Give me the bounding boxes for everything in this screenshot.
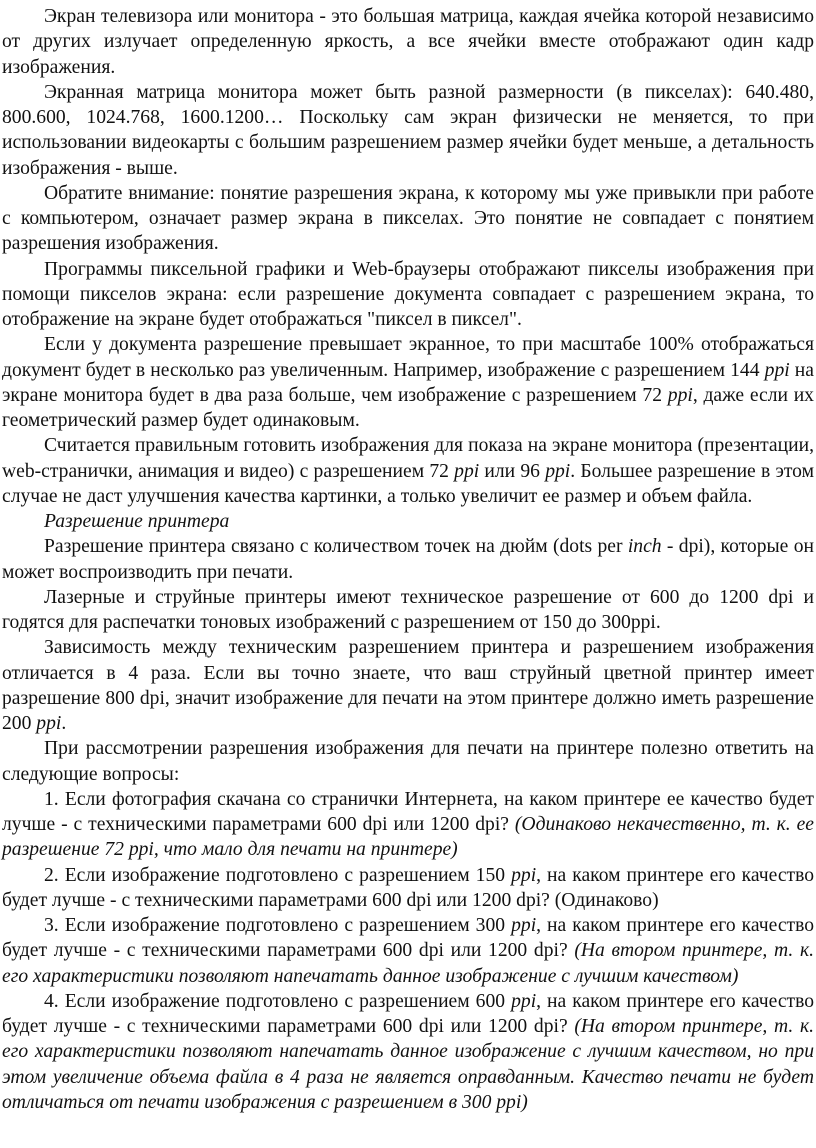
text-run: Экран телевизора или монитора - это большая матрица, каждая ячейка которой независимо от других излучает определенную яркость, а все ячейки вместе отображают один кадр изображения. (2, 6, 814, 78)
text-run: 2. Если изображение подготовлено с разрешением 150 (44, 864, 512, 886)
text-run: Если у документа разрешение превышает экранное, то при масштабе 100% отображаться документ будет в несколько раз увеличенным. Например, изображение с разрешением 144 (2, 334, 814, 381)
text-run: Обратите внимание: понятие разрешения экрана, к которому мы уже привыкли при работе с компьютером, означает размер экрана в пикселах. Это понятие не совпадает с понятием разрешения изображения. (2, 182, 814, 255)
italic-text: ppi (36, 713, 62, 734)
text-run: или 96 (479, 460, 546, 482)
text-run: При рассмотрении разрешения изображения для печати на принтере полезно ответить на следующие вопросы: (2, 738, 814, 785)
text-run: 4. Если изображение подготовлено с разрешением 600 (44, 990, 512, 1012)
text-run: Зависимость между техническим разрешением принтера и разрешением изображения отличается в 4 раза. Если вы точно знаете, что ваш струйный цветной принтер имеет разрешение 800 dpi, значит изображение для печати на этом принтере должно иметь разрешение 200 (2, 637, 814, 734)
text-run: - dpi), которые он может воспроизводить при печати. (2, 536, 814, 583)
italic-text: (На втором принтере, т. к. его характеристики позволяют напечатать данное изображение с лучшим качеством, но при этом увеличение объема файла в 4 раза не является оправданным. Качество печати не будет отличаться от печати изображения с разрешением в 300 ppi) (2, 1016, 815, 1113)
text-run: 3. Если изображение подготовлено с разрешением 300 (44, 915, 512, 936)
italic-text: ppi (511, 864, 537, 886)
paragraph (2, 534, 814, 585)
paragraph (2, 433, 814, 509)
paragraph (2, 585, 814, 636)
italic-text: inch (627, 536, 662, 558)
text-run: Разрешение принтера связано с количеством точек на дюйм (dots per (44, 536, 628, 558)
paragraph (2, 4, 814, 80)
text-run: Экранная матрица монитора может быть разной размерности (в пикселах): 640.480, 800.600, 1024.768, 1600.1200… Поскольку сам экран физически не меняется, то при использовании видеокарты с большим разрешением размер ячейки будет меньше, а детальность изображения - выше. (2, 81, 814, 179)
paragraph (2, 736, 814, 787)
text-run: , на каком принтере его качество будет лучше - с техническими параметрами 600 dpi или 1200 dpi? (Одинаково) (2, 864, 814, 911)
text-run: 1. Если фотография скачана со странички Интернета, на каком принтере ее качество будет лучше - с техническими параметрами 600 dpi или 1200 dpi? (2, 788, 814, 835)
section-heading (2, 509, 814, 534)
text-run: , на каком принтере его качество будет лучше - с техническими параметрами 600 dpi или 1200 dpi? (2, 915, 814, 962)
text-run: Считается правильным готовить изображения для показа на экране монитора (презентации, web-странички, анимация и видео) с разрешением 72 (2, 435, 814, 482)
text-run: , на каком принтере его качество будет лучше - с техническими параметрами 600 dpi или 1200 dpi? (2, 990, 814, 1037)
paragraph (2, 181, 814, 257)
text-run: на экране монитора будет в два раза больше, чем изображение с разрешением 72 (2, 359, 814, 406)
paragraph (2, 257, 814, 333)
italic-text: (На втором принтере, т. к. его характеристики позволяют напечатать данное изображение с лучшим качеством) (2, 940, 815, 987)
text-run: . Большее разрешение в этом случае не даст улучшения качества картинки, а только увеличит ее размер и объем файла. (2, 460, 814, 507)
italic-text: ppi (667, 384, 693, 406)
paragraph (2, 913, 814, 989)
italic-text: ppi (764, 359, 790, 381)
paragraph (2, 80, 814, 181)
paragraph (2, 787, 814, 863)
paragraph (2, 863, 814, 914)
paragraph (2, 332, 814, 433)
italic-text: ppi (511, 990, 537, 1012)
document-body (2, 4, 814, 1115)
italic-text: (Одинаково некачественно, т. к. ее разрешение 72 ppi, что мало для печати на принтере) (2, 814, 814, 861)
italic-text: Разрешение принтера (44, 511, 230, 532)
paragraph (2, 989, 814, 1115)
text-run: . (61, 713, 67, 734)
paragraph (2, 635, 814, 736)
text-run: Программы пиксельной графики и Web-браузеры отображают пикселы изображения при помощи пикселов экрана: если разрешение документа совпадает с разрешением экрана, то отображение на экране будет отображаться "пиксел в пиксел". (2, 258, 814, 330)
italic-text: ppi (454, 460, 480, 482)
italic-text: ppi (545, 460, 571, 482)
italic-text: ppi (511, 915, 537, 936)
text-run: Лазерные и струйные принтеры имеют техническое разрешение от 600 до 1200 dpi и годятся для распечатки тоновых изображений с разрешением от 150 до 300ppi. (2, 586, 814, 633)
text-run: , даже если их геометрический размер будет одинаковым. (2, 384, 814, 431)
